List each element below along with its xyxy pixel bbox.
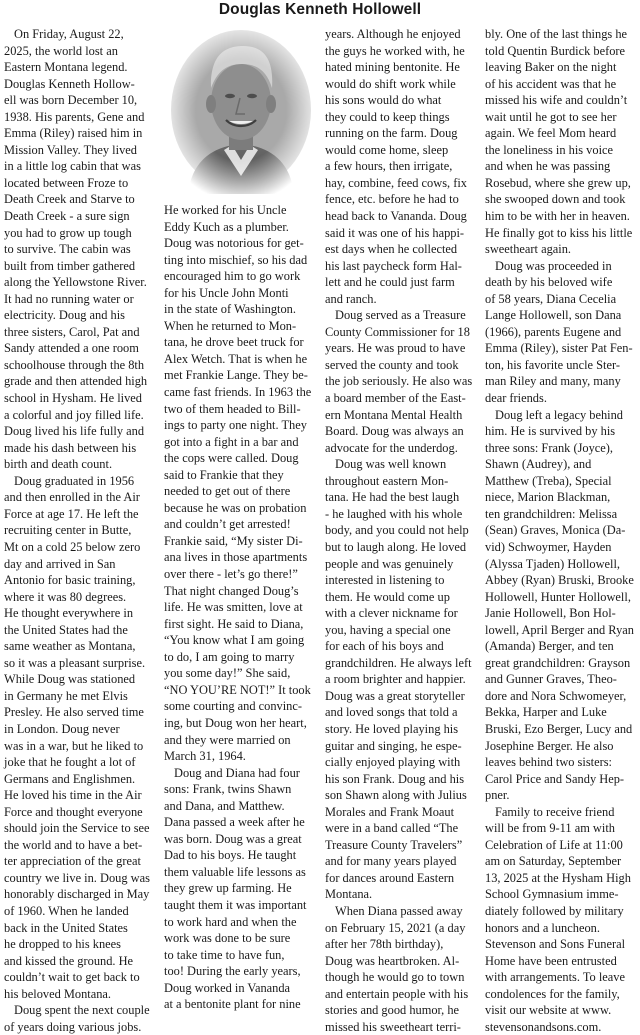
text-line: (Sean) Graves, Monica (Da-: [485, 523, 626, 538]
text-line: of his accident was that he: [485, 76, 617, 91]
text-line: honorably discharged in May: [4, 887, 150, 902]
text-line: Doug was notorious for get-: [164, 236, 304, 251]
text-line: “You know what I am going: [164, 633, 305, 648]
text-line: Doug served as a Treasure: [335, 308, 466, 323]
text-line: sons: Frank, twins Shawn: [164, 782, 292, 797]
text-line: would do shift work while: [325, 76, 456, 91]
paragraph: [4, 26, 158, 473]
text-column-2: [164, 202, 318, 1012]
text-line: she swooped down and took: [485, 192, 626, 207]
text-line: - he laughed with his whole: [325, 506, 463, 521]
text-line: years. He was proud to have: [325, 341, 466, 356]
text-line: again. We feel Mom heard: [485, 126, 617, 141]
text-line: death by his beloved wife: [485, 275, 613, 290]
text-line: a board member of the East-: [325, 391, 466, 406]
text-line: Celebration of Life at 11:00: [485, 837, 623, 852]
paragraph: [485, 258, 639, 407]
text-line: Sandy attended a one room: [4, 341, 139, 356]
text-line: in a little log cabin that was: [4, 159, 141, 174]
text-column-4: [485, 26, 639, 1034]
text-line: his beloved Montana.: [4, 986, 112, 1001]
text-line: along the Yellowstone River.: [4, 275, 147, 290]
text-line: Emma (Riley) raised him in: [4, 126, 143, 141]
text-line: them. He would come up: [325, 589, 450, 604]
text-line: Abbey (Ryan) Bruski, Brooke: [485, 573, 634, 588]
text-line: On Friday, August 22,: [14, 27, 124, 41]
text-line: met Frankie Lange. They be-: [164, 368, 308, 383]
text-line: stevensonandsons.com.: [485, 1019, 602, 1034]
text-line: came fast friends. In 1963 the: [164, 385, 312, 400]
text-line: grade and then attended high: [4, 374, 148, 389]
text-line: the cops were called. Doug: [164, 451, 299, 466]
text-line: of 1960. When he landed: [4, 903, 129, 918]
text-line: life. He was smitten, love at: [164, 600, 303, 615]
text-line: said to Frankie that they: [164, 467, 284, 482]
text-line: first sight. He said to Diana,: [164, 616, 304, 631]
text-line: missed his sweetheart terri-: [325, 1019, 461, 1034]
text-line: was in a war, but he liked to: [4, 738, 144, 753]
text-line: Mt on a cold 25 below zero: [4, 539, 141, 554]
text-line: work was done to be sure: [164, 931, 291, 946]
text-line: Alex Wetch. That is when he: [164, 351, 308, 366]
text-line: his son Frank. Doug and his: [325, 771, 465, 786]
text-line: (1966), parents Eugene and: [485, 324, 622, 339]
text-line: Shawn (Audrey), and: [485, 457, 592, 472]
paragraph: [325, 456, 479, 903]
text-line: fence, etc. before he had to: [325, 192, 459, 207]
text-line: Matthew (Treba), Special: [485, 473, 612, 488]
text-line: in the state of Washington.: [164, 302, 296, 317]
text-line: to take time to have fun,: [164, 947, 285, 962]
text-line: Morales and Frank Moaut: [325, 804, 455, 819]
text-line: a colorful and joy filled life.: [4, 407, 144, 422]
text-line: in Germany he met Elvis: [4, 688, 128, 703]
text-line: served the county and took: [325, 357, 459, 372]
text-line: for each of his boys and: [325, 639, 444, 654]
text-line: Family to receive friend: [495, 804, 615, 819]
text-line: School Gymnasium imme-: [485, 887, 619, 902]
text-line: Carol Price and Sandy Hep-: [485, 771, 625, 786]
text-line: am on Saturday, September: [485, 854, 622, 869]
text-line: est days when he collected: [325, 242, 458, 257]
portrait-photo: [166, 26, 316, 194]
text-line: Board. Doug was always an: [325, 424, 464, 439]
text-line: Montana.: [325, 887, 373, 902]
text-line: leaving Baker on the night: [485, 60, 617, 75]
text-line: Bekka, Harper and Luke: [485, 705, 607, 720]
text-line: some courting and convinc-: [164, 699, 302, 714]
text-line: March 31, 1964.: [164, 749, 246, 764]
text-line: and loved songs that told a: [325, 705, 458, 720]
text-line: a room brighter and happier.: [325, 672, 466, 687]
text-line: to do, I am going to marry: [164, 649, 295, 664]
text-line: and couldn’t get arrested!: [164, 517, 291, 532]
text-line: over there - let’s go there!”: [164, 567, 298, 582]
text-line: Doug was proceeded in: [495, 258, 612, 273]
text-line: lowell, April Berger and Ryan: [485, 622, 634, 637]
text-line: Hollowell, Hunter Hollowell,: [485, 589, 631, 604]
text-line: joke that he fought a lot of: [4, 755, 136, 770]
text-line: and for many years played: [325, 854, 457, 869]
text-line: ting into mischief, so his dad: [164, 252, 308, 267]
text-line: tana, he drove beet truck for: [164, 335, 304, 350]
paragraph: [485, 804, 639, 1035]
text-line: hated mining bentonite. He: [325, 60, 460, 75]
text-line: It had no running water or: [4, 291, 134, 306]
text-line: you some day!” She said,: [164, 666, 291, 681]
text-line: Douglas Kenneth Hollow-: [4, 76, 135, 91]
text-line: Eddy Kuch as a plumber.: [164, 219, 289, 234]
text-line: cially enjoyed playing with: [325, 755, 461, 770]
paragraph: [4, 473, 158, 1003]
text-line: birth and death count.: [4, 457, 113, 472]
text-line: wait until he got to see her: [485, 109, 617, 124]
text-line: and kissed the ground. He: [4, 953, 134, 968]
text-line: got into a fight in a bar and: [164, 434, 299, 449]
text-line: While Doug was stationed: [4, 672, 136, 687]
text-line: day and arrived in San: [4, 556, 116, 571]
text-line: stories and good humor, he: [325, 1003, 460, 1018]
text-line: He thought everywhere in: [4, 606, 134, 621]
text-line: him. He is survived by his: [485, 424, 616, 439]
text-line: with a clever nickname for: [325, 606, 458, 621]
text-line: niece, Marion Blackman,: [485, 490, 611, 505]
text-line: located between Froze to: [4, 175, 129, 190]
text-line: Rosebud, where she grew up,: [485, 175, 631, 190]
text-line: (Alyssa Tjaden) Hollowell,: [485, 556, 621, 571]
text-line: Doug was a great storyteller: [325, 688, 465, 703]
text-line: Mission Valley. They lived: [4, 142, 137, 157]
text-line: after her 78th birthday),: [325, 937, 444, 952]
text-line: was born. Doug was a great: [164, 831, 302, 846]
text-line: dear friends.: [485, 391, 547, 406]
text-line: County Commissioner for 18: [325, 324, 470, 339]
text-line: throughout eastern Mon-: [325, 473, 449, 488]
text-line: in London. Doug never: [4, 721, 120, 736]
text-line: bly. One of the last things he: [485, 27, 628, 41]
text-line: schoolhouse through the 8th: [4, 357, 145, 372]
text-line: Janie Hollowell, Bon Hol-: [485, 606, 616, 621]
text-line: dore and Nora Schwomeyer,: [485, 688, 627, 703]
text-line: diately followed by military: [485, 903, 624, 918]
text-line: country we live in. Doug was: [4, 870, 150, 885]
text-line: he dropped to his knees: [4, 937, 121, 952]
text-line: told Quentin Burdick before: [485, 43, 626, 58]
text-line: said it was one of his happi-: [325, 225, 465, 240]
text-line: ings to party one night. They: [164, 418, 307, 433]
text-line: taught them it was important: [164, 897, 307, 912]
text-line: He loved his time in the Air: [4, 788, 142, 803]
text-line: for dances around Eastern: [325, 870, 455, 885]
text-line: “NO YOU’RE NOT!” It took: [164, 682, 311, 697]
text-line: story. He loved playing his: [325, 721, 459, 736]
text-line: would come home, sleep: [325, 142, 449, 157]
text-line: should join the Service to see: [4, 821, 150, 836]
text-line: Treasure County Travelers”: [325, 837, 463, 852]
text-line: two of them headed to Bill-: [164, 401, 301, 416]
text-line: and entertain people with his: [325, 986, 469, 1001]
text-line: Josephine Berger. He also: [485, 738, 614, 753]
text-line: Emma (Riley), sister Pat Fen-: [485, 341, 633, 356]
text-line: Stevenson and Sons Funeral: [485, 937, 626, 952]
text-line: pner.: [485, 788, 510, 803]
text-line: visit our website at www.: [485, 1003, 612, 1018]
text-line: and Dana, and Matthew.: [164, 798, 285, 813]
text-line: missed his wife and couldn’t: [485, 93, 628, 108]
text-line: ern Montana Mental Health: [325, 407, 463, 422]
text-line: encouraged him to go work: [164, 269, 301, 284]
text-line: honors and a luncheon.: [485, 920, 600, 935]
text-line: where it was 80 degrees.: [4, 589, 127, 604]
text-line: so it was a pleasant surprise.: [4, 655, 146, 670]
text-line: ana lives in those apartments: [164, 550, 308, 565]
text-line: his sons would do what: [325, 93, 442, 108]
text-line: couldn’t wait to get back to: [4, 970, 140, 985]
text-line: they could to keep things: [325, 109, 450, 124]
text-line: Death Creek - a sure sign: [4, 209, 130, 224]
text-line: leaves behind two sisters:: [485, 755, 612, 770]
text-line: Doug worked in Vananda: [164, 980, 291, 995]
text-line: Dana passed a week after he: [164, 815, 305, 830]
text-line: made his dash between his: [4, 440, 137, 455]
text-line: He worked for his Uncle: [164, 203, 287, 217]
text-line: you, having a special one: [325, 622, 451, 637]
text-line: lett and he could just farm: [325, 275, 455, 290]
text-line: He finally got to kiss his little: [485, 225, 633, 240]
paragraph: [485, 26, 639, 258]
text-line: Lange Hollowell, son Dana: [485, 308, 622, 323]
text-line: When Diana passed away: [335, 903, 463, 918]
text-line: 2025, the world lost an: [4, 43, 118, 58]
text-line: the United States had the: [4, 622, 128, 637]
text-line: years. Although he enjoyed: [325, 27, 461, 41]
text-line: Force and thought everyone: [4, 804, 143, 819]
text-line: 1938. His parents, Gene and: [4, 109, 145, 124]
text-line: the guys he worked with, he: [325, 43, 465, 58]
text-line: great grandchildren: Grayson: [485, 655, 631, 670]
text-line: back in the United States: [4, 920, 128, 935]
text-line: of years doing various jobs.: [4, 1019, 142, 1034]
text-line: were in a band called “The: [325, 821, 459, 836]
text-line: ell was born December 10,: [4, 93, 138, 108]
text-line: ing, but Doug won her heart,: [164, 715, 307, 730]
text-line: three sisters, Carol, Pat and: [4, 324, 140, 339]
text-line: the world and to have a bet-: [4, 837, 143, 852]
paragraph: [485, 407, 639, 804]
text-line: same weather as Montana,: [4, 639, 136, 654]
text-line: That night changed Doug’s: [164, 583, 299, 598]
paragraph: [325, 307, 479, 456]
text-line: on February 15, 2021 (a day: [325, 920, 466, 935]
text-line: ter appreciation of the great: [4, 854, 141, 869]
paragraph: [325, 26, 479, 307]
text-line: of 58 years, Diana Cecelia: [485, 291, 617, 306]
text-line: recruiting center in Butte,: [4, 523, 132, 538]
text-line: because he was on probation: [164, 500, 307, 515]
text-line: them valuable life lessons as: [164, 864, 306, 879]
text-line: Doug left a legacy behind: [495, 407, 623, 422]
text-line: school in Hysham. He lived: [4, 391, 142, 406]
text-line: hay, combine, feed cows, fix: [325, 175, 467, 190]
text-line: advocate for the underdog.: [325, 440, 458, 455]
text-line: Home have been entrusted: [485, 953, 617, 968]
text-line: vid) Schwoymer, Hayden: [485, 539, 612, 554]
text-line: sweetheart again.: [485, 242, 572, 257]
text-line: the job seriously. He also was: [325, 374, 473, 389]
text-line: to work hard and when the: [164, 914, 297, 929]
text-line: Frankie said, “My sister Di-: [164, 533, 303, 548]
text-line: and when he was passing: [485, 159, 611, 174]
text-line: too! During the early years,: [164, 964, 301, 979]
text-line: grandchildren. He always left: [325, 655, 472, 670]
text-line: a few hours, then irrigate,: [325, 159, 453, 174]
text-line: Germans and Englishmen.: [4, 771, 136, 786]
text-line: Doug lived his life fully and: [4, 424, 145, 439]
text-line: will be from 9-11 am with: [485, 821, 615, 836]
text-line: 13, 2025 at the Hysham High: [485, 870, 631, 885]
text-line: Antonio for basic training,: [4, 573, 136, 588]
text-line: him to be with her in heaven.: [485, 209, 630, 224]
text-line: Bruski, Ezo Berger, Lucy and: [485, 721, 633, 736]
text-line: electricity. Doug and his: [4, 308, 126, 323]
text-line: his last paycheck form Hal-: [325, 258, 462, 273]
text-line: Death Creek and Starve to: [4, 192, 135, 207]
text-line: Doug spent the next couple: [14, 1003, 150, 1018]
text-line: built from timber gathered: [4, 258, 136, 273]
text-column-1: [4, 26, 158, 1034]
text-line: but to laugh along. He loved: [325, 539, 467, 554]
text-line: needed to get out of there: [164, 484, 291, 499]
text-line: body, and you could not help: [325, 523, 469, 538]
text-column-3: [325, 26, 479, 1034]
text-line: for his Uncle John Monti: [164, 285, 289, 300]
text-line: and ranch.: [325, 291, 377, 306]
text-line: Eastern Montana legend.: [4, 60, 128, 75]
text-line: people and was genuinely: [325, 556, 454, 571]
text-line: running on the farm. Doug: [325, 126, 458, 141]
text-line: and then enrolled in the Air: [4, 490, 140, 505]
text-line: though he would go to town: [325, 970, 465, 985]
text-line: with arrangements. To leave: [485, 970, 625, 985]
text-line: Dad to his boys. He taught: [164, 848, 297, 863]
text-line: Doug graduated in 1956: [14, 473, 135, 488]
text-line: When he returned to Mon-: [164, 318, 297, 333]
text-line: three sons: Frank (Joyce),: [485, 440, 614, 455]
text-line: head back to Vananda. Doug: [325, 209, 467, 224]
text-line: ton, his favorite uncle Ster-: [485, 357, 620, 372]
text-line: guitar and singing, he espe-: [325, 738, 462, 753]
text-line: to survive. The cabin was: [4, 242, 131, 257]
text-line: condolences for the family,: [485, 986, 620, 1001]
text-line: man Riley and many, many: [485, 374, 621, 389]
text-line: at a bentonite plant for nine: [164, 997, 301, 1012]
text-line: Doug was heartbroken. Al-: [325, 953, 460, 968]
text-line: and they were married on: [164, 732, 291, 747]
text-line: the loneliness in his voice: [485, 142, 614, 157]
text-line: you had to grow up tough: [4, 225, 132, 240]
obituary-title: Douglas Kenneth Hollowell: [218, 1, 422, 18]
text-line: and Gunner Graves, Theo-: [485, 672, 617, 687]
text-line: son Shawn along with Julius: [325, 788, 467, 803]
text-line: they grew up farming. He: [164, 881, 292, 896]
text-line: Doug and Diana had four: [174, 765, 300, 780]
text-line: interested in listening to: [325, 573, 445, 588]
paragraph: [164, 765, 318, 1013]
text-line: (Amanda) Berger, and ten: [485, 639, 614, 654]
paragraph: [4, 1002, 158, 1035]
text-line: Force at age 17. He left the: [4, 506, 139, 521]
paragraph: [164, 202, 318, 765]
text-line: ten grandchildren: Melissa: [485, 506, 618, 521]
text-line: Presley. He also served time: [4, 705, 144, 720]
paragraph: [325, 903, 479, 1035]
text-line: tana. He had the best laugh: [325, 490, 460, 505]
text-line: Doug was well known: [335, 457, 447, 472]
